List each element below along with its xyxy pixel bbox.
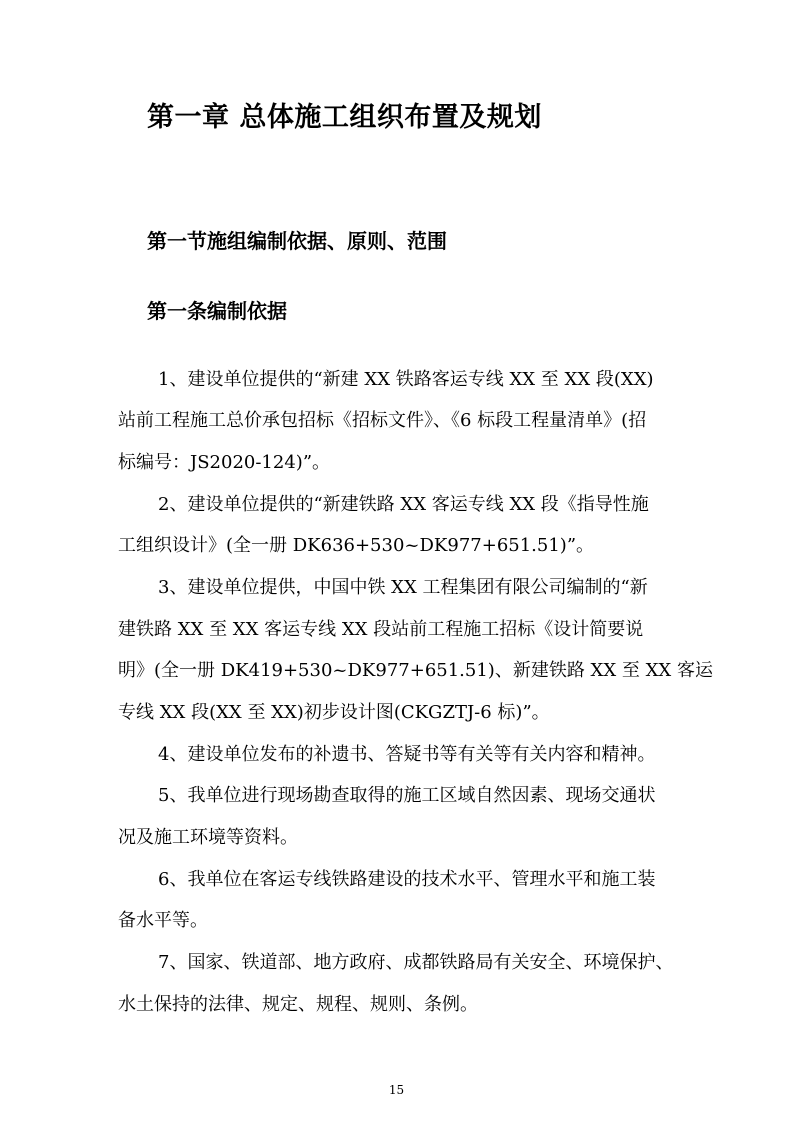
paragraph-3-line-1: 3、建设单位提供，中国中铁 XX 工程集团有限公司编制的“新 [158, 577, 648, 598]
paragraph-3-line-4: 专线 XX 段(XX 至 XX)初步设计图(CKGZTJ-6 标)”。 [118, 702, 550, 723]
paragraph-2-line-2: 工组织设计》(全一册 DK636+530~DK977+651.51)”。 [118, 535, 595, 556]
paragraph-6-line-2: 备水平等。 [118, 910, 208, 931]
paragraph-7-line-1: 7、国家、铁道部、地方政府、成都铁路局有关安全、环境保护、 [158, 952, 674, 973]
page-number: 15 [388, 1083, 405, 1097]
section-title: 第一节施组编制依据、原则、范围 [147, 229, 447, 253]
paragraph-2-line-1: 2、建设单位提供的“新建铁路 XX 客运专线 XX 段《指导性施 [158, 494, 649, 515]
paragraph-3-line-2: 建铁路 XX 至 XX 客运专线 XX 段站前工程施工招标《设计简要说 [118, 619, 644, 640]
paragraph-1-line-1: 1、建设单位提供的“新建 XX 铁路客运专线 XX 至 XX 段(XX) [158, 369, 654, 390]
paragraph-6-line-1: 6、我单位在客运专线铁路建设的技术水平、管理水平和施工装 [158, 869, 656, 890]
paragraph-1-line-2: 站前工程施工总价承包招标《招标文件》、《6 标段工程量清单》(招 [118, 410, 647, 431]
paragraph-7-line-2: 水土保持的法律、规定、规程、规则、条例。 [118, 994, 478, 1015]
paragraph-4-line-1: 4、建设单位发布的补遗书、答疑书等有关等有关内容和精神。 [158, 744, 656, 765]
paragraph-5-line-2: 况及施工环境等资料。 [118, 827, 298, 848]
paragraph-3-line-3: 明》(全一册 DK419+530~DK977+651.51)、新建铁路 XX 至 XX 客运 [118, 660, 713, 681]
chapter-title: 第一章 总体施工组织布置及规划 [147, 102, 542, 133]
paragraph-5-line-1: 5、我单位进行现场勘查取得的施工区域自然因素、现场交通状 [158, 785, 656, 806]
paragraph-1-line-3: 标编号：JS2020-124)”。 [118, 452, 331, 473]
article-title: 第一条编制依据 [147, 299, 287, 323]
